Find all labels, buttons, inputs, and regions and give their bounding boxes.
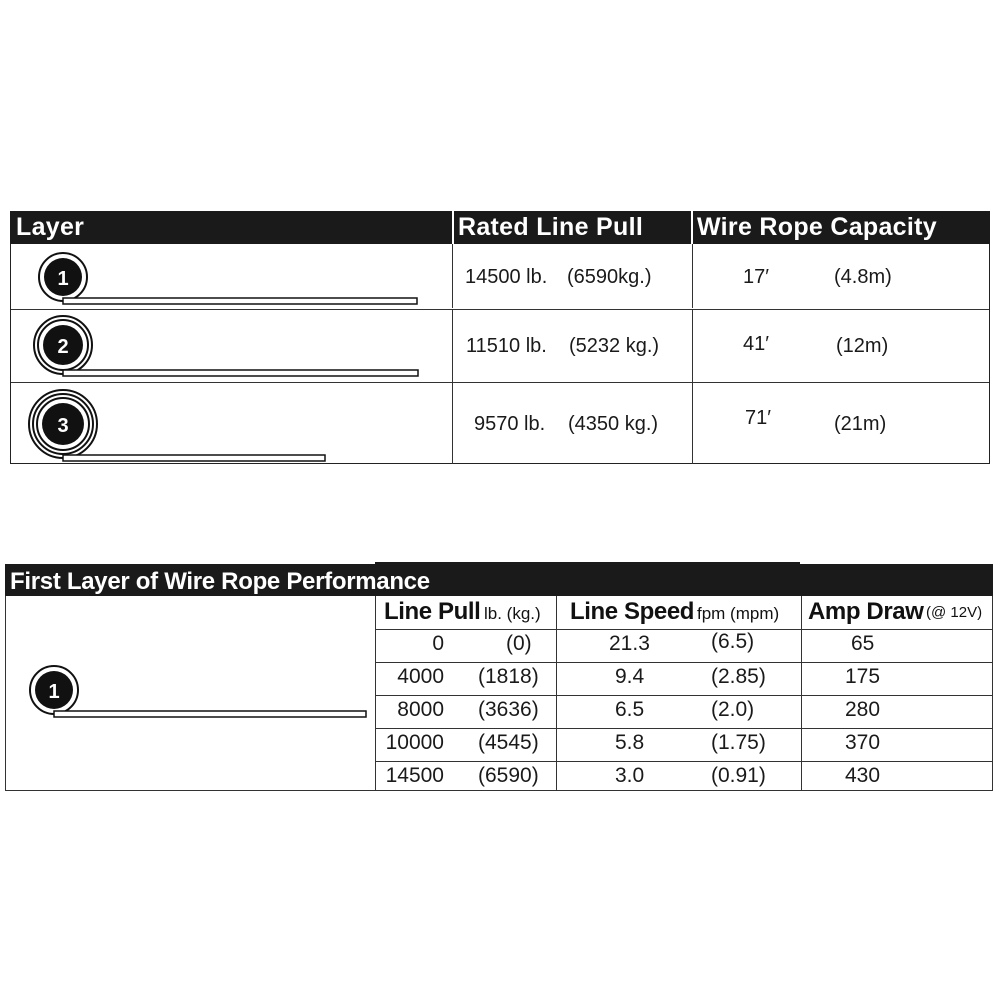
table-row (802, 630, 992, 663)
header-line-speed (557, 596, 801, 630)
column-divider (692, 310, 693, 382)
amps: 430 (845, 764, 881, 787)
header-divider (452, 211, 454, 244)
amps: 370 (845, 731, 881, 754)
speed-fpm: 5.8 (615, 731, 645, 754)
capacity-m: (12m) (836, 335, 889, 357)
pull-lb: 0 (432, 632, 444, 655)
table-body (10, 244, 990, 464)
pull-lb: 10000 (385, 731, 444, 754)
table-header (10, 211, 990, 244)
pull-lb: 8000 (397, 698, 444, 721)
rated-line-pull-table (10, 211, 990, 464)
table-row (802, 729, 992, 762)
header-rated-line-pull: Rated Line Pull (458, 213, 644, 241)
amps: 65 (851, 632, 875, 655)
speed-mpm: (6.5) (711, 630, 755, 653)
speed-fpm: 3.0 (615, 764, 645, 787)
table-row (376, 696, 556, 729)
performance-table-title (5, 564, 993, 596)
header-line-pull-units: lb. (kg.) (484, 604, 541, 623)
header-amp-draw (802, 596, 992, 630)
table-row (557, 630, 801, 663)
performance-table (5, 596, 993, 791)
layer-illustration-cell (6, 596, 376, 790)
pull-kg: (3636) (478, 698, 539, 721)
table-row (11, 309, 989, 382)
table-row (802, 663, 992, 696)
table-row (11, 382, 989, 464)
column-divider (452, 310, 453, 382)
table-row (376, 663, 556, 696)
layer-number: 3 (57, 415, 69, 437)
page-title: First Layer of Wire Rope Performance (10, 568, 430, 595)
coil-layer-2-icon (33, 314, 423, 380)
header-layer: Layer (16, 213, 85, 241)
speed-mpm: (2.0) (711, 698, 755, 721)
header-line-pull-label: Line Pull (384, 598, 481, 625)
table-row (802, 762, 992, 794)
column-divider (692, 244, 693, 308)
pull-lb: 14500 lb. (465, 266, 548, 288)
table-row (376, 729, 556, 762)
table-row (557, 762, 801, 794)
column-divider (692, 383, 693, 464)
pull-kg: (4545) (478, 731, 539, 754)
layer-number: 1 (57, 268, 69, 290)
capacity-ft: 71′ (745, 407, 771, 429)
table-row (557, 663, 801, 696)
speed-mpm: (2.85) (711, 665, 766, 688)
speed-mpm: (1.75) (711, 731, 766, 754)
capacity-ft: 41′ (743, 333, 769, 355)
capacity-m: (21m) (834, 413, 887, 435)
column-divider (452, 383, 453, 464)
table-row (376, 762, 556, 794)
pull-kg: (6590kg.) (567, 266, 652, 288)
header-line-pull (376, 596, 556, 630)
coil-layer-3-icon (25, 387, 335, 463)
header-line-speed-label: Line Speed (570, 598, 695, 625)
pull-lb: 14500 (385, 764, 444, 787)
pull-kg: (6590) (478, 764, 539, 787)
pull-lb: 11510 lb. (466, 335, 547, 357)
layer-number: 2 (57, 336, 69, 358)
table-row (557, 729, 801, 762)
coil-layer-1-icon (37, 250, 427, 308)
table-row (802, 696, 992, 729)
pull-lb: 9570 lb. (474, 413, 546, 435)
amps: 175 (845, 665, 881, 688)
speed-fpm: 9.4 (615, 665, 645, 688)
table-row (11, 244, 989, 308)
speed-fpm: 21.3 (609, 632, 650, 655)
pull-kg: (0) (506, 632, 532, 655)
coil-layer-1-icon (28, 662, 373, 724)
header-line-speed-units: fpm (mpm) (697, 604, 780, 623)
speed-fpm: 6.5 (615, 698, 645, 721)
pull-kg: (5232 kg.) (569, 335, 660, 357)
capacity-ft: 17′ (743, 266, 769, 288)
performance-grid (376, 596, 992, 790)
capacity-m: (4.8m) (834, 266, 892, 288)
amps: 280 (845, 698, 881, 721)
pull-lb: 4000 (397, 665, 444, 688)
speed-mpm: (0.91) (711, 764, 766, 787)
header-amp-draw-label: Amp Draw (808, 598, 924, 625)
header-wire-rope-capacity: Wire Rope Capacity (697, 213, 937, 241)
table-row (376, 630, 556, 663)
header-amp-draw-units: (@ 12V) (926, 604, 983, 621)
table-row (557, 696, 801, 729)
column-divider (452, 244, 453, 308)
pull-kg: (4350 kg.) (568, 413, 659, 435)
pull-kg: (1818) (478, 665, 539, 688)
layer-number: 1 (48, 681, 60, 703)
header-divider (691, 211, 693, 244)
